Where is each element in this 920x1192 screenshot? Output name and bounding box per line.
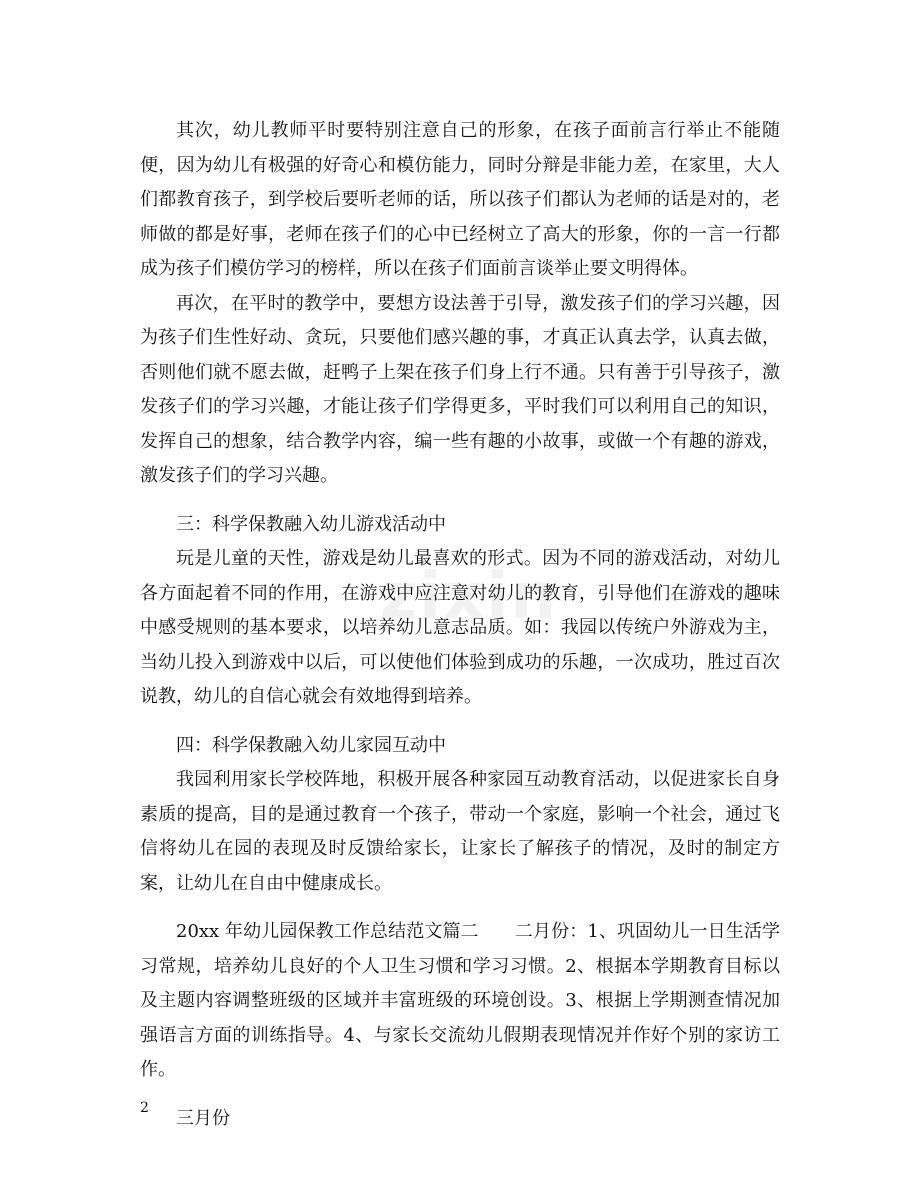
watermark-logo: zixin [380,560,558,634]
section-heading-4: 四：科学保教融入幼儿家园互动中 [176,734,446,756]
paragraph-4: 我园利用家长学校阵地，积极开展各种家园互动教育活动，以促进家长自身素质的提高，目的是通过教育一个孩子，带动一个家庭，影响一个社会，通过飞信将幼儿在园的表现及时反馈给家长，让家长了解孩子的情况，及时的制定方案，让幼儿在自由中健康成长。 [140,769,780,894]
paragraph-3: 玩是儿童的天性，游戏是幼儿最喜欢的形式。因为不同的游戏活动，对幼儿各方面起着不同的作用，在游戏中应注意对幼儿的教育，引导他们在游戏的趣味中感受规则的基本要求，以培养幼儿意志品质。如：我园以传统户外游戏为主，当幼儿投入到游戏中以后，可以使他们体验到成功的乐趣，一次成功，胜过百次说教，幼儿的自信心就会有效地得到培养。 [140,548,780,707]
paragraph-6: 三月份 [176,1107,230,1129]
paragraph-5: 20xx 年幼儿园保教工作总结范文篇二 二月份：1、巩固幼儿一日生活学习常规，培养幼儿良好的个人卫生习惯和学习习惯。2、根据本学期教育目标以及主题内容调整班级的区域并丰富班级的环境创设。3、根据上学期测查情况加强语言方面的训练指导。4、与家长交流幼儿假期表现情况并作好个别的家访工作。 [140,921,780,1080]
paragraph-2: 再次，在平时的教学中，要想方设法善于引导，激发孩子们的学习兴趣，因为孩子们生性好动、贪玩，只要他们感兴趣的事，才真正认真去学，认真去做，否则他们就不愿去做，赶鸭子上架在孩子们身上行不通。只有善于引导孩子，激发孩子们的学习兴趣，才能让孩子们学得更多，平时我们可以利用自己的知识，发挥自己的想象，结合教学内容，编一些有趣的小故事，或做一个有趣的游戏，激发孩子们的学习兴趣。 [140,292,780,486]
body-text [140,114,780,1136]
paragraph-1: 其次，幼儿教师平时要特别注意自己的形象，在孩子面前言行举止不能随便，因为幼儿有极强的好奇心和模仿能力，同时分辩是非能力差，在家里，大人们都教育孩子，到学校后要听老师的话，所以孩子们都认为老师的话是对的，老师做的都是好事，老师在孩子们的心中已经树立了高大的形象，你的一言一行都成为孩子们模仿学习的榜样，所以在孩子们面前言谈举止要文明得体。 [140,120,780,279]
section-heading-3: 三：科学保教融入幼儿游戏活动中 [176,513,446,535]
page-number: 2 [140,1100,149,1116]
